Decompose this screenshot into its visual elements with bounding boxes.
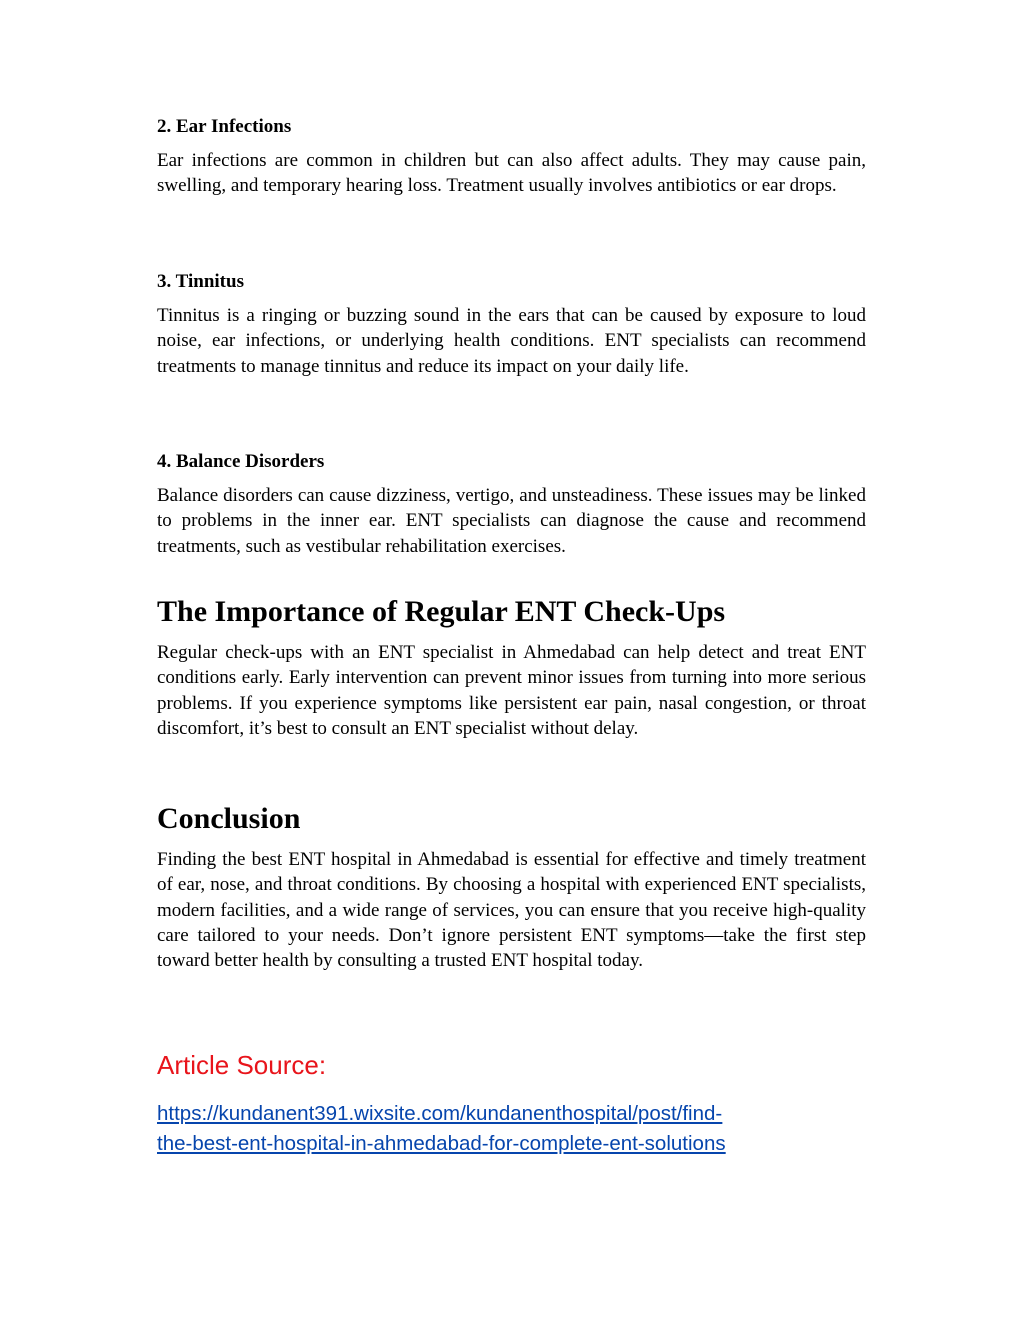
article-source-link[interactable] [157,1099,866,1159]
paragraph-importance: Regular check-ups with an ENT specialist in Ahmedabad can help detect and treat ENT conditions early. Early intervention can prevent minor issues from turning into more serious problems. If you experience symptoms like persistent ear pain, nasal congestion, or throat discomfort, it’s best to consult an ENT specialist without delay. [157,642,866,739]
heading-importance: The Importance of Regular ENT Check-Ups [157,595,726,628]
section-body-tinnitus: Tinnitus is a ringing or buzzing sound in the ears that can be caused by exposure to loud noise, ear infections, or underlying health conditions. ENT specialists can recommend treatments to manage tinnitus and reduce its impact on your daily life. [157,305,866,377]
section-title-tinnitus: 3. Tinnitus [157,271,244,292]
heading-conclusion: Conclusion [157,802,301,835]
article-source-label: Article Source: [157,1050,327,1080]
article-source-link-line-2[interactable]: the-best-ent-hospital-in-ahmedabad-for-complete-ent-solutions [157,1132,726,1155]
section-title-ear-infections: 2. Ear Infections [157,116,292,137]
paragraph-conclusion: Finding the best ENT hospital in Ahmedabad is essential for effective and timely treatment of ear, nose, and throat conditions. By choosing a hospital with experienced ENT specialists, modern facilities, and a wide range of services, you can ensure that you receive high-quality care tailored to your needs. Don’t ignore persistent ENT symptoms—take the first step toward better health by consulting a trusted ENT hospital today. [157,849,866,972]
article-source-link-line-1[interactable]: https://kundanent391.wixsite.com/kundanenthospital/post/find- [157,1102,723,1125]
section-body-ear-infections: Ear infections are common in children but can also affect adults. They may cause pain, swelling, and temporary hearing loss. Treatment usually involves antibiotics or ear drops. [157,150,866,197]
section-body-balance-disorders: Balance disorders can cause dizziness, vertigo, and unsteadiness. These issues may be linked to problems in the inner ear. ENT specialists can diagnose the cause and recommend treatments, such as vestibular rehabilitation exercises. [157,485,866,557]
section-title-balance-disorders: 4. Balance Disorders [157,451,325,472]
